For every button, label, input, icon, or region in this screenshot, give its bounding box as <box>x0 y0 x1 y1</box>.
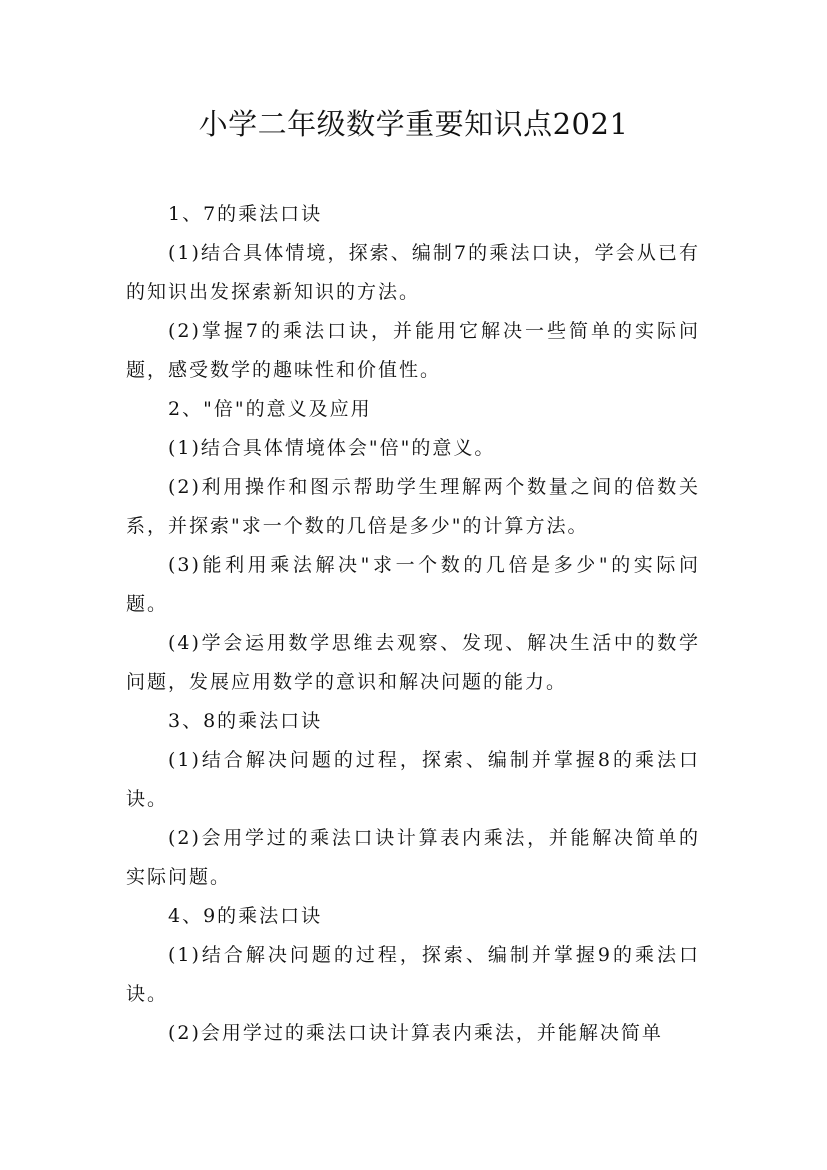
paragraph: (2)会用学过的乘法口诀计算表内乘法，并能解决简单的实际问题。 <box>126 827 700 888</box>
document-body <box>126 195 700 1053</box>
paragraph: (2)利用操作和图示帮助学生理解两个数量之间的倍数关系，并探索"求一个数的几倍是多少"的计算方法。 <box>126 476 700 537</box>
paragraph: (2)掌握7的乘法口诀，并能用它解决一些简单的实际问题，感受数学的趣味性和价值性。 <box>126 320 700 381</box>
paragraph: (1)结合具体情境，探索、编制7的乘法口诀，学会从已有的知识出发探索新知识的方法。 <box>126 242 700 303</box>
paragraph: (1)结合解决问题的过程，探索、编制并掌握9的乘法口诀。 <box>126 944 700 1005</box>
section-heading-2: 2、"倍"的意义及应用 <box>168 398 372 420</box>
section-heading-4: 4、9的乘法口诀 <box>168 905 323 927</box>
paragraph: (1)结合解决问题的过程，探索、编制并掌握8的乘法口诀。 <box>126 749 700 810</box>
document-title: 小学二年级数学重要知识点2021 <box>198 107 629 141</box>
paragraph: (3)能利用乘法解决"求一个数的几倍是多少"的实际问题。 <box>126 554 700 615</box>
section-heading-3: 3、8的乘法口诀 <box>168 710 323 732</box>
paragraph: (1)结合具体情境体会"倍"的意义。 <box>168 437 496 459</box>
paragraph: (4)学会运用数学思维去观察、发现、解决生活中的数学问题，发展应用数学的意识和解决问题的能力。 <box>126 632 700 693</box>
section-heading-1: 1、7的乘法口诀 <box>168 203 323 225</box>
paragraph: (2)会用学过的乘法口诀计算表内乘法，并能解决简单 <box>168 1022 663 1044</box>
